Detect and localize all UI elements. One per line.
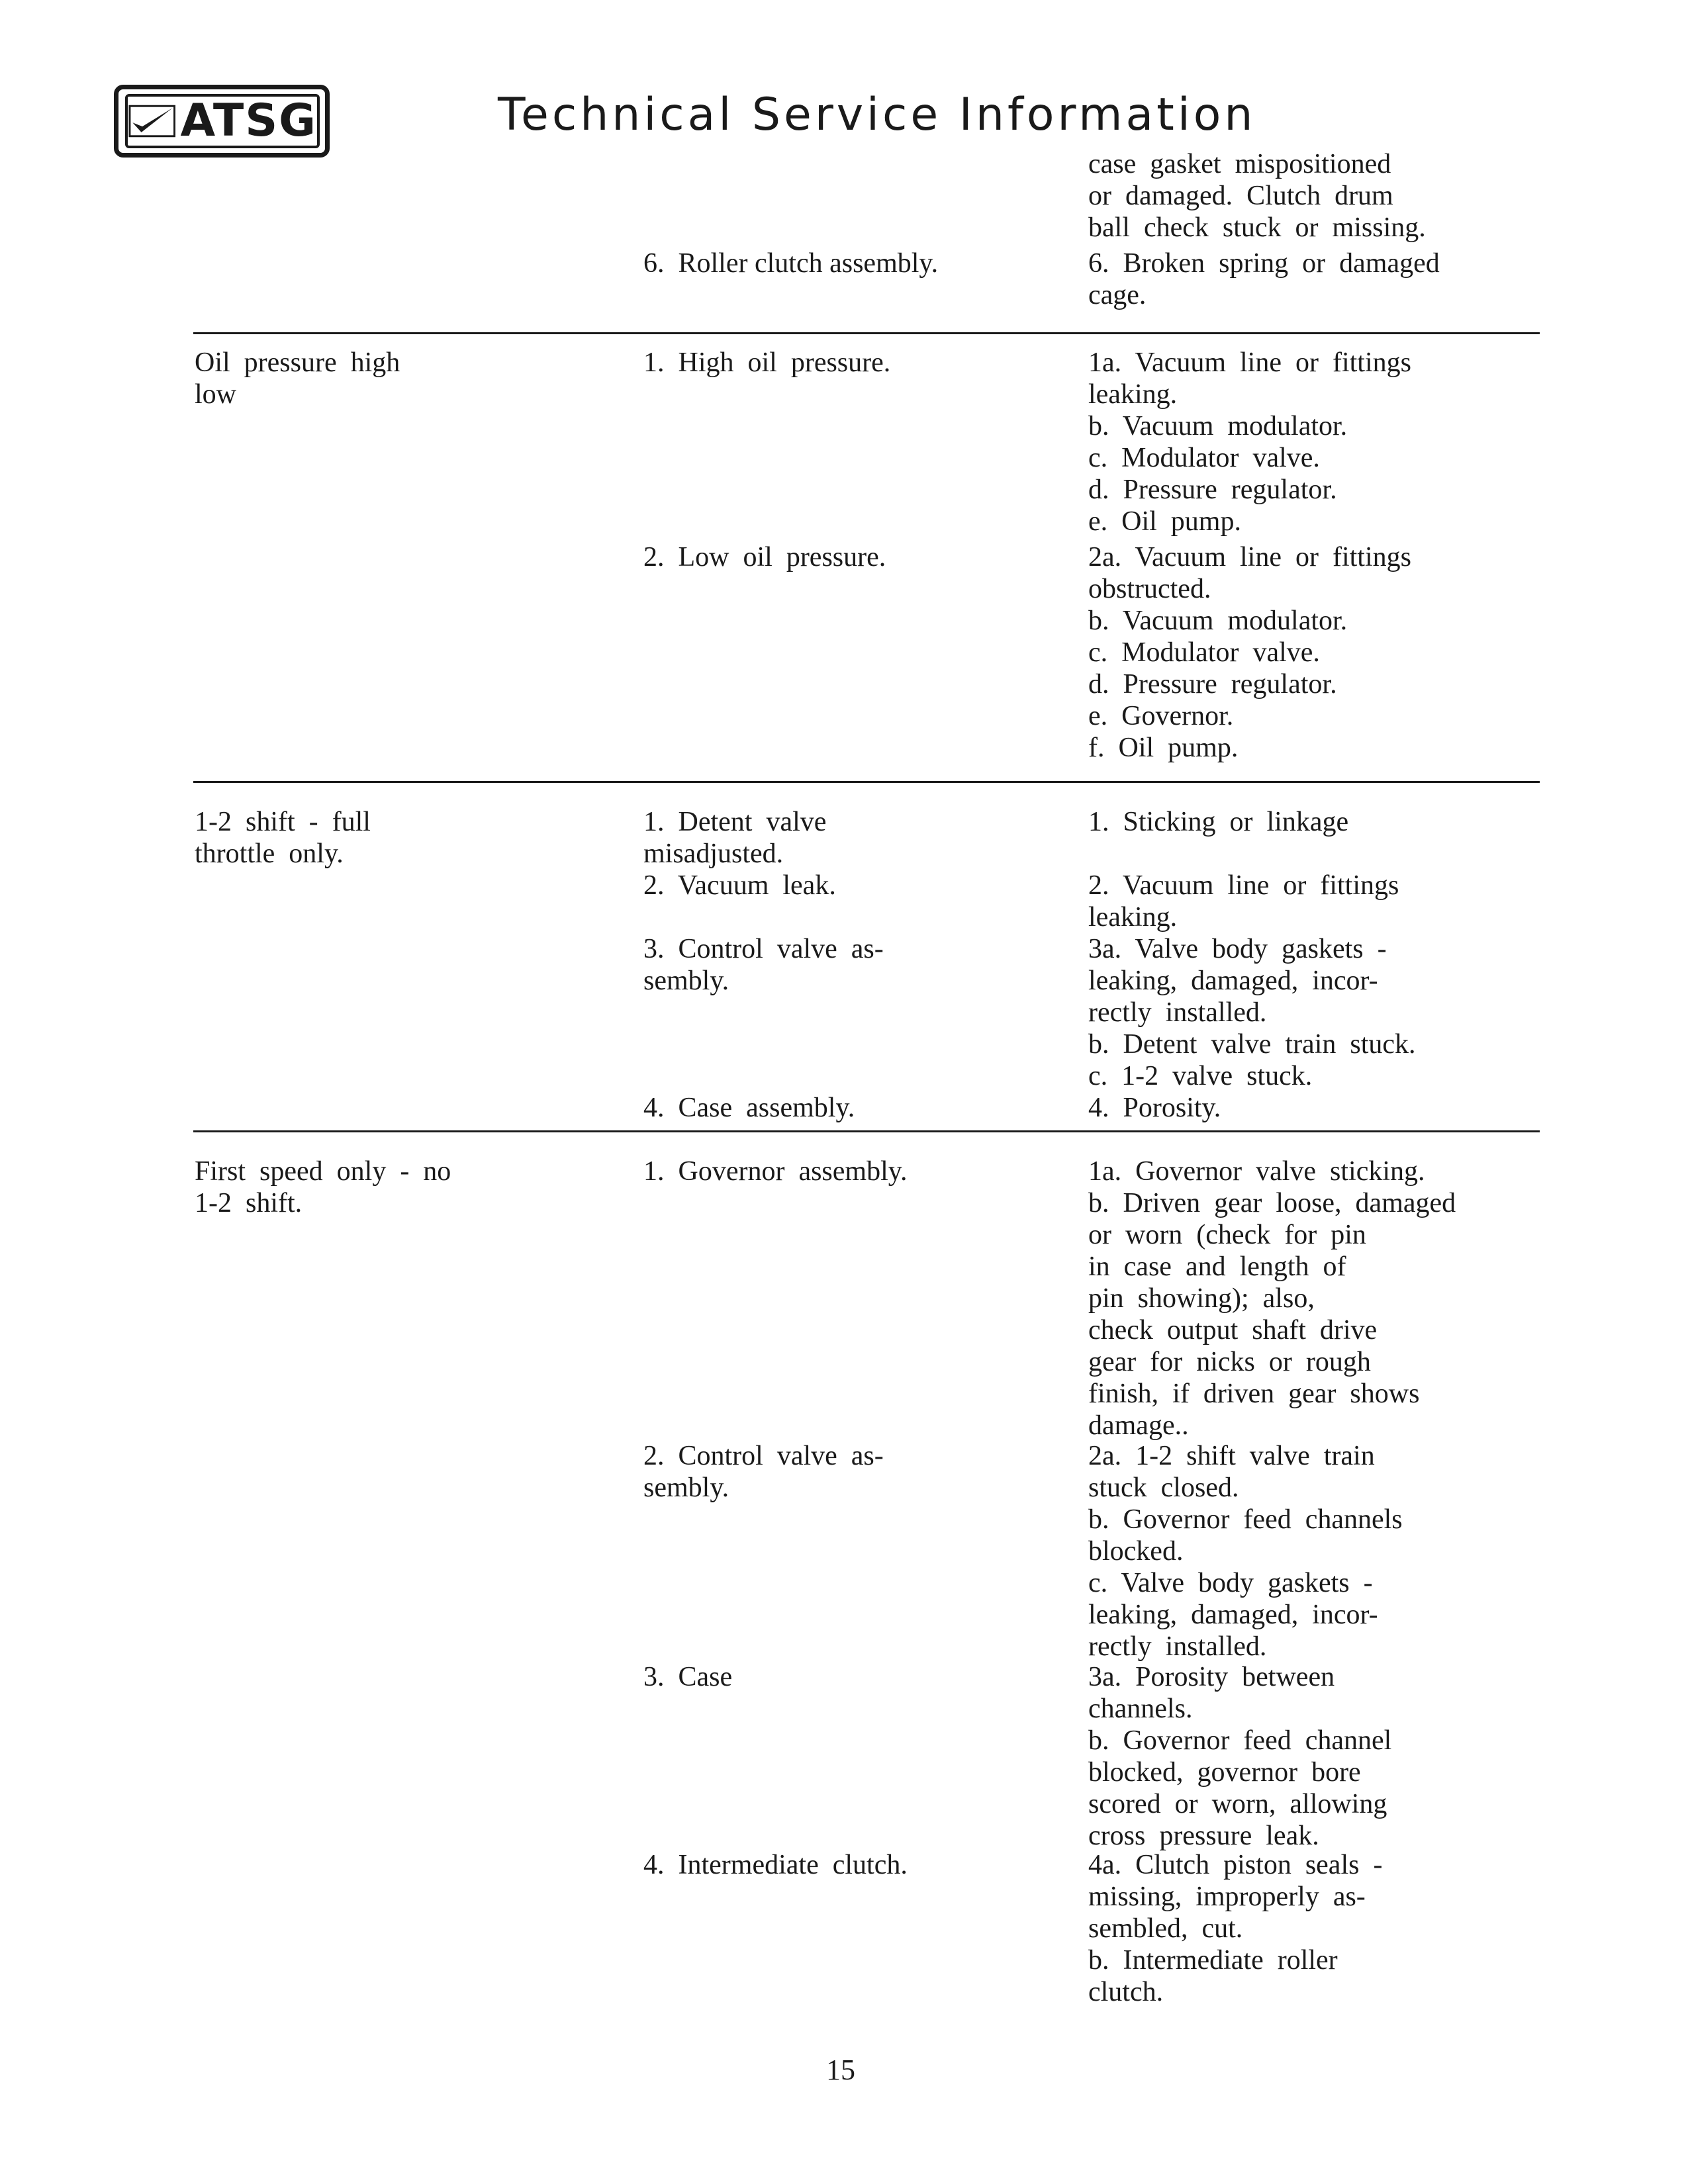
cause-text: b. Detent valve train stuck.	[1088, 1029, 1416, 1060]
cause-text: case gasket mispositioned	[1088, 149, 1391, 179]
row-divider	[193, 781, 1540, 783]
cause-text: in case and length of	[1088, 1251, 1346, 1282]
check-item: 2. Vacuum leak.	[643, 870, 836, 901]
cause-text: damage..	[1088, 1410, 1189, 1441]
page-number: 15	[826, 2054, 855, 2086]
cause-text: b. Governor feed channels	[1088, 1504, 1403, 1535]
cause-text: scored or worn, allowing	[1088, 1789, 1387, 1819]
cause-text: b. Governor feed channel	[1088, 1725, 1392, 1756]
cause-text: 2. Vacuum line or fittings	[1088, 870, 1399, 901]
cause-text: cage.	[1088, 280, 1147, 310]
cause-text: cross pressure leak.	[1088, 1821, 1319, 1851]
atsg-logo	[114, 85, 330, 158]
cause-text: 3a. Valve body gaskets -	[1088, 934, 1387, 964]
row-divider	[193, 332, 1540, 334]
cause-text: gear for nicks or rough	[1088, 1347, 1371, 1377]
cause-text: 4. Porosity.	[1088, 1093, 1221, 1123]
cause-text: missing, improperly as-	[1088, 1882, 1366, 1912]
check-item: sembly.	[643, 966, 729, 996]
check-item: 1. High oil pressure.	[643, 347, 891, 378]
check-item: 3. Control valve as-	[643, 934, 884, 964]
cause-text: c. Modulator valve.	[1088, 443, 1320, 473]
check-item: 2. Control valve as-	[643, 1441, 884, 1471]
cause-text: c. Modulator valve.	[1088, 637, 1320, 668]
cause-text: e. Governor.	[1088, 701, 1234, 731]
cause-text: rectly installed.	[1088, 997, 1267, 1028]
check-item: 1. Governor assembly.	[643, 1156, 908, 1187]
cause-text: b. Vacuum modulator.	[1088, 411, 1348, 441]
logo-text: ATSG	[180, 95, 317, 147]
cause-text: b. Vacuum modulator.	[1088, 606, 1348, 636]
cause-text: ball check stuck or missing.	[1088, 212, 1426, 243]
condition-text: Oil pressure high	[195, 347, 400, 378]
cause-text: blocked, governor bore	[1088, 1757, 1361, 1788]
check-item: 3. Case	[643, 1662, 733, 1692]
cause-text: b. Intermediate roller	[1088, 1945, 1338, 1976]
cause-text: 2a. 1-2 shift valve train	[1088, 1441, 1375, 1471]
cause-text: leaking, damaged, incor-	[1088, 966, 1378, 996]
cause-text: b. Driven gear loose, damaged	[1088, 1188, 1456, 1218]
condition-text: First speed only - no	[195, 1156, 451, 1187]
atsg-logo-inner	[125, 94, 320, 148]
cause-text: sembled, cut.	[1088, 1913, 1243, 1944]
cause-text: 1a. Vacuum line or fittings	[1088, 347, 1411, 378]
cause-text: d. Pressure regulator.	[1088, 475, 1337, 505]
cause-text: clutch.	[1088, 1977, 1164, 2007]
cause-text: or worn (check for pin	[1088, 1220, 1366, 1250]
cause-text: 6. Broken spring or damaged	[1088, 248, 1440, 279]
condition-text: 1-2 shift - full	[195, 807, 371, 837]
check-item: misadjusted.	[643, 839, 784, 869]
condition-text: throttle only.	[195, 839, 344, 869]
check-item: 1. Detent valve	[643, 807, 827, 837]
cause-text: c. 1-2 valve stuck.	[1088, 1061, 1313, 1091]
row-divider	[193, 1130, 1540, 1132]
cause-text: finish, if driven gear shows	[1088, 1379, 1420, 1409]
cause-text: pin showing); also,	[1088, 1283, 1315, 1314]
cause-text: c. Valve body gaskets -	[1088, 1568, 1373, 1598]
cause-text: channels.	[1088, 1694, 1193, 1724]
check-item: sembly.	[643, 1473, 729, 1503]
cause-text: obstructed.	[1088, 574, 1211, 604]
condition-text: low	[195, 379, 236, 410]
cause-text: leaking, damaged, incor-	[1088, 1600, 1378, 1630]
cause-text: stuck closed.	[1088, 1473, 1239, 1503]
check-item: 4. Case assembly.	[643, 1093, 855, 1123]
cause-text: 4a. Clutch piston seals -	[1088, 1850, 1383, 1880]
cause-text: leaking.	[1088, 902, 1178, 933]
condition-text: 1-2 shift.	[195, 1188, 303, 1218]
check-item: 6. Roller clutch assembly.	[643, 248, 939, 279]
cause-text: 3a. Porosity between	[1088, 1662, 1335, 1692]
check-item: 2. Low oil pressure.	[643, 542, 886, 572]
cause-text: 2a. Vacuum line or fittings	[1088, 542, 1411, 572]
cause-text: rectly installed.	[1088, 1631, 1267, 1662]
cause-text: check output shaft drive	[1088, 1315, 1378, 1345]
cause-text: 1. Sticking or linkage	[1088, 807, 1349, 837]
cause-text: f. Oil pump.	[1088, 733, 1239, 763]
cause-text: or damaged. Clutch drum	[1088, 181, 1393, 211]
cause-text: d. Pressure regulator.	[1088, 669, 1337, 700]
cause-text: leaking.	[1088, 379, 1178, 410]
cause-text: blocked.	[1088, 1536, 1184, 1567]
page-title: Technical Service Information	[498, 89, 1256, 141]
cause-text: 1a. Governor valve sticking.	[1088, 1156, 1425, 1187]
cause-text: e. Oil pump.	[1088, 506, 1241, 537]
checkmark-icon	[128, 97, 176, 146]
check-item: 4. Intermediate clutch.	[643, 1850, 908, 1880]
